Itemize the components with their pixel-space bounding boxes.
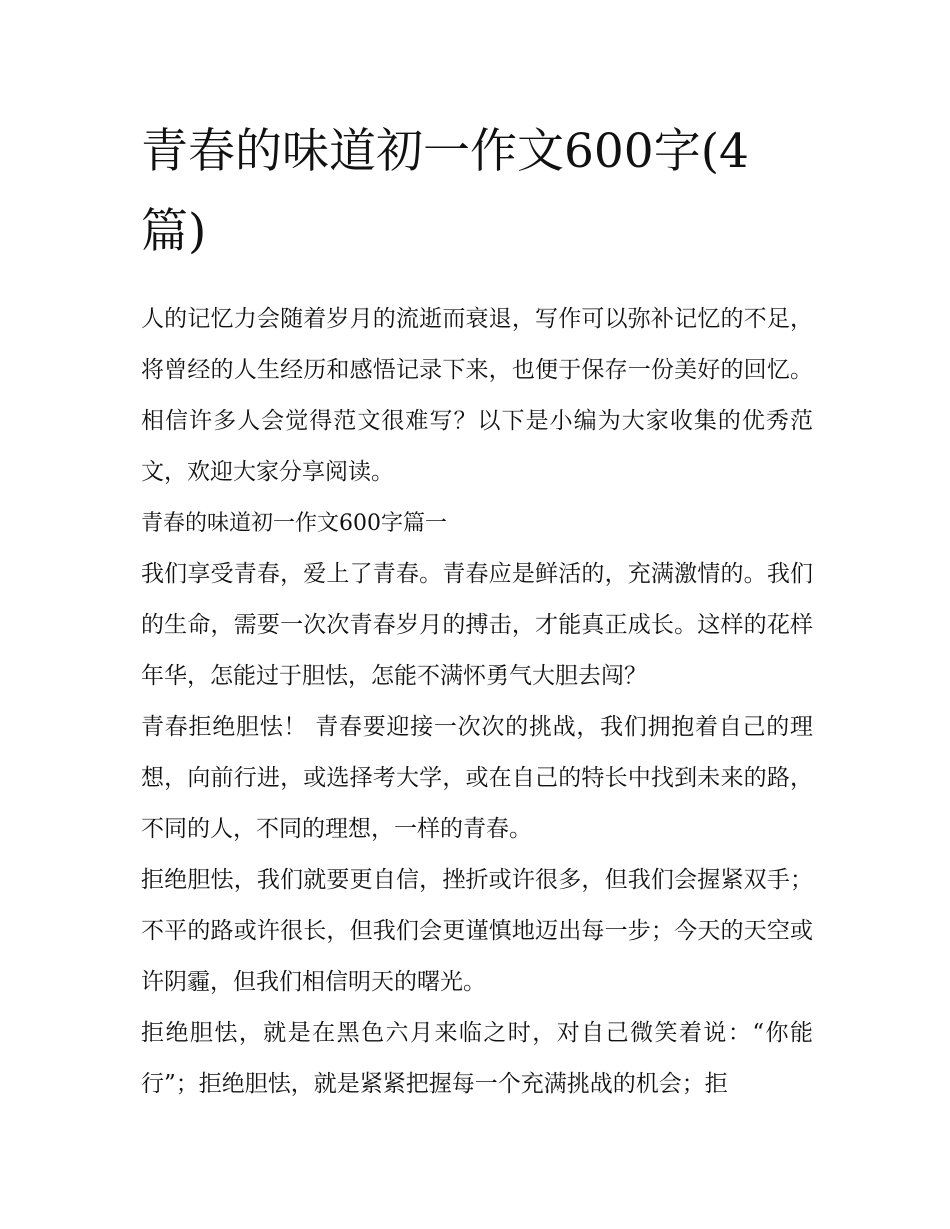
document-page xyxy=(141,112,813,1110)
section-heading: 青春的味道初一作文600字篇一 xyxy=(141,511,447,536)
body-paragraph-4: 拒绝胆怯，就是在黑色六月来临之时，对自己微笑着说：“你能行”；拒绝胆怯，就是紧紧把握每一个充满挑战的机会；拒 xyxy=(141,1020,813,1097)
intro-paragraph: 人的记忆力会随着岁月的流逝而衰退，写作可以弥补记忆的不足，将曾经的人生经历和感悟记录下来，也便于保存一份美好的回忆。相信许多人会觉得范文很难写？以下是小编为大家收集的优秀范文，欢迎大家分享阅读。 xyxy=(141,306,813,485)
document-title: 青春的味道初一作文600字(4篇) xyxy=(141,124,749,259)
body-paragraph-2: 青春拒绝胆怯！ 青春要迎接一次次的挑战，我们拥抱着自己的理想，向前行进，或选择考大学，或在自己的特长中找到未来的路，不同的人，不同的理想，一样的青春。 xyxy=(141,714,813,842)
body-paragraph-3: 拒绝胆怯，我们就要更自信，挫折或许很多，但我们会握紧双手；不平的路或许很长，但我们会更谨慎地迈出每一步；今天的天空或许阴霾，但我们相信明天的曙光。 xyxy=(141,867,813,995)
body-paragraph-1: 我们享受青春，爱上了青春。青春应是鲜活的，充满激情的。我们的生命，需要一次次青春岁月的搏击，才能真正成长。这样的花样年华，怎能过于胆怯，怎能不满怀勇气大胆去闯？ xyxy=(141,561,813,689)
